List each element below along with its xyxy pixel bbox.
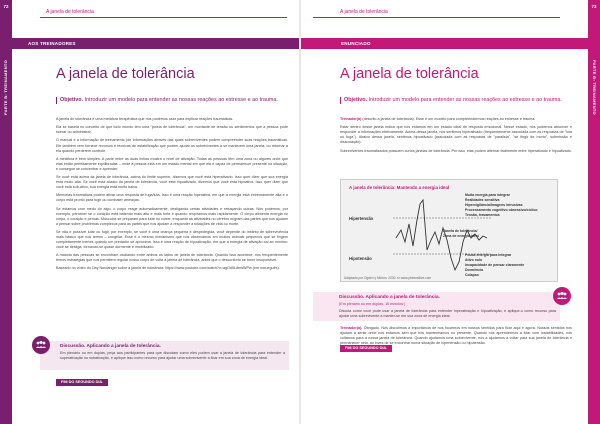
right-discussion-subheading: (Em plenário ou em duplas. 10 minutos.) (339, 302, 406, 306)
left-objective-text: Introduzir um modelo para entender as nossas reações ao estresse e ao trauma. (83, 97, 278, 103)
left-discussion-heading: Discussão. Aplicando a janela de tolerância. (60, 344, 161, 349)
right-paragraph-text: (descrito a janela de tolerância). Esse é um modelo para compreendermos reações ao estresse e trauma. (361, 117, 536, 121)
right-side-label: PARTE B: TREINAMENTO (592, 60, 597, 115)
left-paragraph: A janela de tolerância é uma metáfora terapêutica que nós podemos usar para explicar reações traumáticas. (56, 117, 234, 121)
hypo-item: Dormência (465, 268, 484, 272)
right-objective (340, 97, 572, 104)
right-side-band (588, 0, 600, 424)
right-page-title: A janela de tolerância (340, 66, 479, 82)
left-paragraph: Se não é possível lutar ou fugir, por exemplo, se você é uma criança pequena e desprotegida, você depende do instinto de sobrevivência mais básico que nós temos – congelar. Esse é o mesmo mecanismo que nós observamos em muitos animais pequenos que se fingem completamente inertes quando um predador se aproxima. Isso é uma reação de hipoativação, em que a energia de ativação cai ao mínimo: você se desliga, tornando-se quase dormente e imobilizado. (56, 229, 288, 249)
left-running-head: A janela de tolerância (46, 9, 94, 15)
hypo-item: Ativo nulo (465, 258, 483, 262)
left-page-title: A janela de tolerância (56, 66, 195, 82)
hyper-item: Realidades sensitiva (465, 198, 500, 202)
hyper-item: Muita energia para integrar (465, 193, 510, 197)
hypo-item: Pouca energia para integrar (465, 253, 512, 257)
left-body-column (56, 117, 288, 275)
trainer-label: Treinador(a). (340, 326, 363, 330)
left-discussion-text: Em plenário ou em duplas, peça aos participantes para que discutam como eles podem usar a janela de tolerância para entender a superativação ou subativação, e aplique isso como recurso para ajudar uma sobrevivente a ficar em sua zona de energia ideal. (60, 351, 285, 361)
hyper-item: Processamento cognitivo obsessivo/cíclico (465, 208, 538, 212)
left-header-rule (40, 17, 287, 18)
right-paragraph: Sobreviventes traumatizados possuem curtos janelas de tolerância. Por isso, elas podem alternar facilmente entre hiperativado e hipoativado. (340, 148, 572, 153)
right-page-number: 73 (591, 4, 597, 9)
right-discussion-text: Discuta como você pode usar a janela de tolerância para entender hiperativação e hipoativação, e aplique-o como recurso para ajudar uma sobrevivente a manter-se em sua zona de energia ideal. (339, 308, 556, 318)
window-diagram (341, 180, 559, 283)
left-side-band (0, 0, 12, 424)
left-section-bar: AOS TREINADORES (12, 38, 299, 49)
hyper-label: Hipertensão (349, 216, 374, 221)
left-objective (56, 97, 288, 104)
trainer-label: Treinador(a) (340, 117, 362, 121)
right-paragraph (340, 117, 572, 122)
right-body-column (340, 117, 572, 157)
window-of-tolerance-figure (340, 179, 558, 282)
left-discussion-box (40, 341, 289, 370)
left-paragraph: O manual e a Informação de treinamento (de Informações através das quais sobreviventes podem compreender suas reações traumáticas. Ele também vem fornece recursos e técnicas de estabilização que podem ajudar os sobreviventes a se manterem uma janela, ou retornar a ela quando perderem controle. (56, 138, 288, 153)
hypo-item: Colapso (465, 273, 479, 277)
figure-heading: A janela de tolerância: Mantendo a energia ideal (349, 185, 450, 190)
right-discussion-heading: Discussão. Aplicando a janela de tolerância. (339, 295, 440, 300)
figure-caption: Adaptado por Ogden y Minton, 2000. sr www.pbsensitive.com (344, 276, 432, 280)
left-end-tag: FIM DO SEGUNDO DIA. (56, 379, 108, 386)
left-objective-label: Objetivo. (60, 97, 84, 103)
right-discussion-box (313, 292, 560, 321)
right-running-head: A janela de tolerância (340, 9, 388, 15)
left-paragraph: Baseado no vídeo do Day Nordanger sobre a janela de tolerância: https://www.youtube.com/watch?v=agOd5L8msWPw (em norueguês). (56, 266, 280, 271)
window-item: Janela de tolerância/ (443, 229, 478, 233)
left-side-label: PARTE B: TREINAMENTO (3, 60, 8, 115)
left-paragraph: Ela se baseia no conceito de que todo mundo tem uma "janela de tolerância", um montante de tensão ou sentimentos que a pessoa pode tolerar ou administrar. (56, 125, 288, 135)
spread-gutter (299, 0, 301, 424)
left-paragraph: A maioria das pessoas se encontram oscilando entre ambos os lados de janela de tolerância. Quando isso acontece, nós frequentemente temos estratégias que nos permitem regular nosso corpo de volta à janela de tolerância, antes que o desconforto se torne insuportável. (56, 253, 288, 263)
left-paragraph: Memórias traumáticas podem ativar uma resposta de fuga/luta. Isso é uma reação hiperativa, em que a energia está extremamente alta e o corpo está pronto para fugir ou combater ameaças. (56, 193, 288, 203)
left-paragraph: Se estamos com medo do algo, o corpo reage automaticamente, desligando certas atividades e retraçando outras. Nós podemos, por exemplo, perceber se o coração está batendo mais alto e mais forte e quando respiramos mais rapidamente. O corpo alimenta energia no corpo, o coração e pernas. Músculos se preparam para lutar ou correr, enquanto as atividades no cérebro migram das partes que nos ajudam a pensar sobre problemas complexos para as partes que nos ajudam a responder a situações de vida ou morte. (56, 206, 288, 226)
right-header-rule (313, 17, 560, 18)
hyper-item: Tensão, travamentos (465, 213, 500, 217)
left-paragraph: Se você está acima da janela de tolerância, acima do limite superior, dizemos que você está hiperativado. Isso quer dizer que sua energia está muito alta. Se você está abaixo da janela de tolerância, você está hipoativado, dizemos que você está hipoativo. Isso quer dizer que você está sub-ativo; sua energia está muito baixa. (56, 175, 288, 190)
right-objective-text: Introduzir um modelo para entender as nossas reações ao estresse e ao trauma. (367, 97, 562, 103)
right-group-discussion-icon (553, 287, 571, 305)
left-paragraph: A metáfora é bem simples. A parte entre as duas linhas mostra o nível de ativação. Todas as pessoas têm uma zona ou algures onde que elas estão perfeitamente equilibradas – onde a pessoa está em um estado mental em que ela é capaz de permanecer presente na situação, e consegue se concentrar e aprender. (56, 156, 288, 171)
right-paragraph (340, 326, 572, 346)
window-item: Zona de energia ideal (443, 234, 479, 238)
right-paragraph-text: Obrigado. Nós discutimos a importância de nos focarmos em nossos sentidos para ficar aqui e agora. Nossos sentidos nos ajudam a sentir onde nós estamos sem que nós mantenhamos no presente. Quando nós aprendermos a lidar com instabilidades, nós voltamos para a nossa janela de tolerância. Quando ajudamos uma sobrevivente, nós a ajudamos a voltar para sua janela de tolerância e permanecer nela, ao invés de se encontrar numa situação de hipertensão ou hipotensão. (340, 326, 572, 346)
hyper-item: Hipervigilância/Imagens intrusivas (465, 203, 523, 207)
right-end-tag: FIM DO SEGUNDO DIA. (340, 345, 392, 352)
right-paragraph: Estar dentro desse janela indica que nós estamos em um estado ideal de resposta emocional. Nesse estado, nós podemos absorver e responder a informações efetivamente. Acima dessa janela, nós sentimos hiperativado (frequentemente associada com as respostas de "luta ou fuga"). Abaixo dessa janela, sentimos hipoativado (associada com as respostas de "paralisia", "se fingir de morto", submissão e dissociação). (340, 125, 572, 145)
hypo-label: Hipotensão (349, 256, 372, 261)
left-page-number: 72 (3, 4, 9, 9)
hypo-item: Incapacidade de pensar claramente (465, 263, 525, 267)
right-objective-label: Objetivo. (344, 97, 368, 103)
left-group-discussion-icon (32, 336, 50, 354)
right-section-bar: ENUNCIADO (301, 38, 588, 49)
